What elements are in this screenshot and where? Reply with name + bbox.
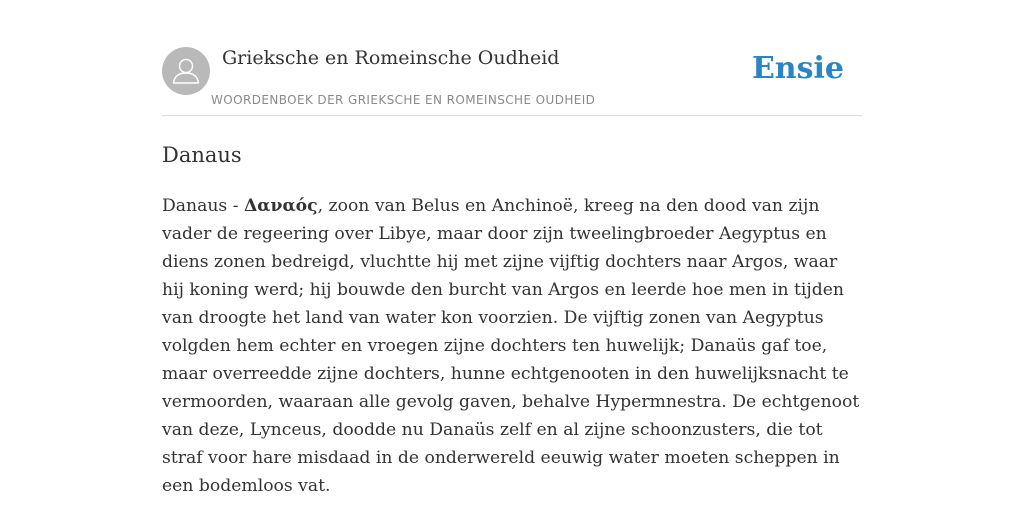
source-subtitle[interactable]: WOORDENBOEK DER GRIEKSCHE EN ROMEINSCHE OUDHEID (211, 93, 596, 107)
entry-title: Danaus (162, 143, 242, 167)
brand-logo[interactable]: Ensie (751, 51, 844, 86)
entry-body (162, 192, 862, 500)
entry-separator: - (227, 196, 244, 216)
entry-term: Danaus (162, 196, 228, 216)
entry-text: , zoon van Belus en Anchinoë, kreeg na den dood van zijn vader de regeering over Libye, maar door zijn tweelingbroeder Aegyptus en diens zonen bedreigd, vluchtte hij met zijne vijftig dochters naar Argos, waar hij koning werd; hij bouwde den burcht van Argos en leerde hoe men in tijden van droogte het land van water kon voorzien. De vijftig zonen van Aegyptus volgden hem echter en vroegen zijne dochters ten huwelijk; Danaüs gaf toe, maar overreedde zijne dochters, hunne echtgenooten in den huwelijksnacht te vermoorden, waaraan alle gevolg gaven, behalve Hypermnestra. De echtgenoot van deze, Lynceus, doodde nu Danaüs zelf en al zijne schoonzusters, die tot straf voor hare misdaad in de onderwereld eeuwig water moeten scheppen in een bodemloos vat. (162, 196, 860, 496)
entry-greek-term: Δαναός (243, 196, 318, 216)
source-title[interactable]: Grieksche en Romeinsche Oudheid (222, 47, 560, 69)
user-icon (162, 47, 210, 95)
header (162, 46, 862, 116)
avatar[interactable] (162, 47, 210, 95)
